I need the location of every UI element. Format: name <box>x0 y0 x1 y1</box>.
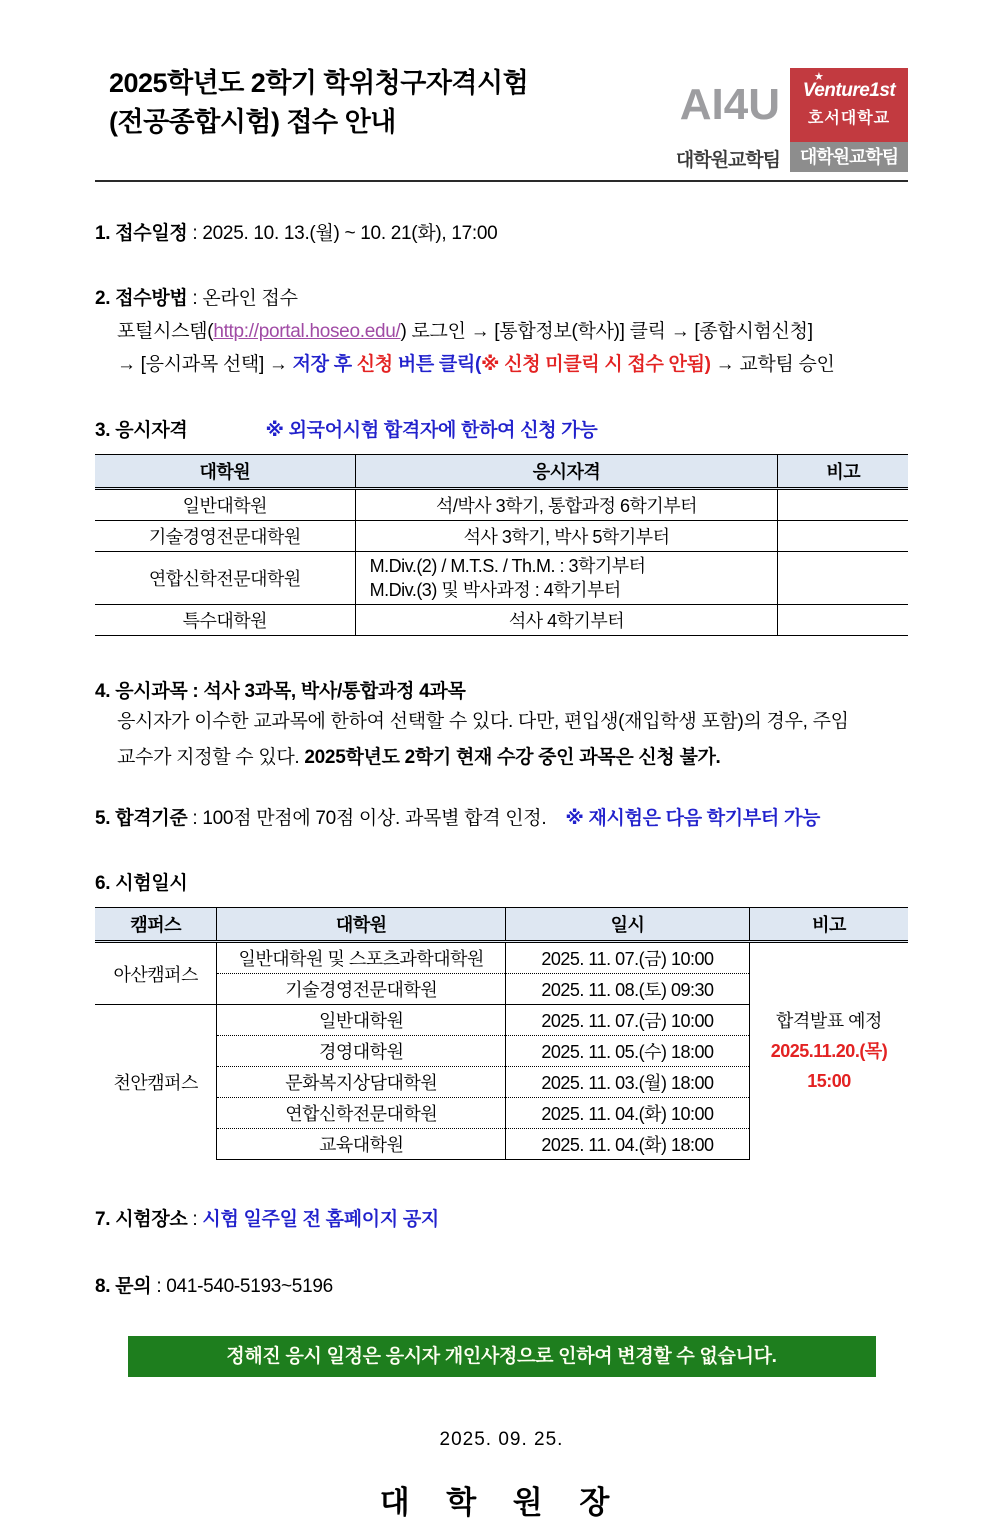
cell-gradschool: 연합신학전문대학원 <box>95 552 355 605</box>
col-header-note: 비고 <box>749 908 908 942</box>
separator: : <box>187 223 203 244</box>
cell-gradschool: 일반대학원 및 스포츠과학대학원 <box>217 942 506 974</box>
signature-dean: 대 학 원 장 <box>379 1485 624 1520</box>
section-location-label: 7. 시험장소 <box>95 1209 188 1230</box>
table-row <box>95 605 908 636</box>
section-subjects <box>95 676 908 775</box>
logo-area <box>676 68 908 172</box>
section-exam-datetime-label: 6. 시험일시 <box>95 873 188 894</box>
title-line-1: 2025학년도 2학기 학위청구자격시험 <box>109 68 529 98</box>
university-name: 호서대학교 <box>807 110 891 127</box>
cell-note <box>778 521 908 552</box>
cell-datetime: 2025. 11. 07.(금) 10:00 <box>506 1005 750 1036</box>
col-header-campus: 캠퍼스 <box>95 908 217 942</box>
cell-gradschool: 교육대학원 <box>217 1129 506 1160</box>
warning-text: ※ 신청 미클릭 시 접수 안됨) <box>481 354 711 375</box>
cell-note-announcement <box>749 942 908 1160</box>
section-subjects-label: 4. 응시과목 <box>95 681 188 702</box>
star-icon: ★ <box>814 71 824 83</box>
cell-qualification: 석/박사 3학기, 통합과정 6학기부터 <box>355 489 778 521</box>
cell-note <box>778 489 908 521</box>
table-row <box>95 942 908 974</box>
method-line-1 <box>95 282 908 315</box>
cell-gradschool: 일반대학원 <box>182 496 268 516</box>
section-schedule <box>95 218 908 245</box>
university-logo-block <box>790 68 908 172</box>
cell-datetime: 2025. 11. 08.(토) 09:30 <box>506 974 750 1005</box>
portal-suffix: ) 로그인 → [통합정보(학사)] 클릭 → [종합시험신청] <box>400 321 813 342</box>
header-divider <box>95 180 908 182</box>
cell-gradschool: 연합신학전문대학원 <box>217 1098 506 1129</box>
cell-datetime: 2025. 11. 04.(화) 18:00 <box>506 1129 750 1160</box>
cell-qualification: 석사 4학기부터 <box>355 605 778 636</box>
cell-note <box>778 552 908 605</box>
col-header-qualification: 응시자격 <box>355 455 778 489</box>
eligibility-table <box>95 454 908 636</box>
cell-gradschool: 문화복지상담대학원 <box>217 1067 506 1098</box>
title-line-2: (전공종합시험) 접수 안내 <box>109 107 396 138</box>
save-step-text: 저장 후 <box>292 354 357 375</box>
table-row <box>95 489 908 521</box>
cell-campus-cheonan: 천안캠퍼스 <box>95 1005 217 1160</box>
contact-phone: 041-540-5193~5196 <box>166 1276 333 1297</box>
venture1st-label: Venture1st <box>802 80 896 101</box>
separator: : <box>151 1276 167 1297</box>
section-pass-criteria <box>95 803 908 830</box>
cell-gradschool: 특수대학원 <box>95 605 355 636</box>
section-eligibility-label: 3. 응시자격 <box>95 420 188 441</box>
section-exam-datetime <box>95 868 908 895</box>
announcement-time: 15:00 <box>807 1071 851 1092</box>
separator: : <box>187 288 203 309</box>
apply-step-text: 신청 <box>356 354 393 375</box>
ai4u-dept-label: 대학원교학팀 <box>675 150 780 171</box>
cell-gradschool: 기술경영전문대학원 <box>217 974 506 1005</box>
section-schedule-label: 1. 접수일정 <box>95 223 188 244</box>
announcement-date: 2025.11.20.(목) <box>770 1041 888 1062</box>
cell-datetime: 2025. 11. 05.(수) 18:00 <box>506 1036 750 1067</box>
subjects-body-regular: 교수가 지정할 수 있다. <box>117 747 305 768</box>
section-pass-value: 100점 만점에 70점 이상. 과목별 합격 인정. <box>202 808 547 829</box>
document-header <box>95 64 908 172</box>
cell-gradschool: 일반대학원 <box>217 1005 506 1036</box>
method-step-suffix: → 교학팀 승인 <box>710 354 835 375</box>
eligibility-note: ※ 외국어시험 합격자에 한하여 신청 가능 <box>265 420 598 441</box>
grad-dept-label: 대학원교학팀 <box>790 142 908 172</box>
section-location-value: 시험 일주일 전 홈페이지 공지 <box>202 1209 439 1230</box>
notice-banner: 정해진 응시 일정은 응시자 개인사정으로 인하여 변경할 수 없습니다. <box>128 1336 876 1377</box>
exam-schedule-table <box>95 907 908 1160</box>
col-header-gradschool: 대학원 <box>95 455 355 489</box>
section-contact-label: 8. 문의 <box>95 1276 152 1297</box>
section-method-label: 2. 접수방법 <box>95 288 188 309</box>
qualification-line-2: M.Div.(3) 및 박사과정 : 4학기부터 <box>369 580 621 600</box>
cell-qualification <box>355 552 778 605</box>
section-schedule-value: 2025. 10. 13.(월) ~ 10. 21(화), 17:00 <box>202 223 498 244</box>
section-exam-location <box>95 1204 908 1231</box>
retest-note: ※ 재시험은 다음 학기부터 가능 <box>565 808 821 829</box>
col-header-datetime: 일시 <box>506 908 750 942</box>
subjects-body-bold: 2025학년도 2학기 현재 수강 중인 과목은 신청 불가. <box>304 747 721 768</box>
col-header-note: 비고 <box>778 455 908 489</box>
subjects-heading <box>95 676 908 703</box>
issue-date: 2025. 09. 25. <box>439 1429 564 1450</box>
cell-gradschool: 기술경영전문대학원 <box>95 521 355 552</box>
cell-datetime: 2025. 11. 07.(금) 10:00 <box>506 942 750 974</box>
table-row <box>95 521 908 552</box>
qualification-line-1: M.Div.(2) / M.T.S. / Th.M. : 3학기부터 <box>369 556 646 576</box>
cell-datetime: 2025. 11. 03.(월) 18:00 <box>506 1067 750 1098</box>
separator: : <box>187 681 204 702</box>
portal-prefix: 포털시스템( <box>117 321 214 342</box>
section-subjects-value: 석사 3과목, 박사/통합과정 4과목 <box>203 681 466 702</box>
method-line-2 <box>95 315 908 348</box>
cell-note <box>778 605 908 636</box>
announcement-label: 합격발표 예정 <box>776 1011 882 1032</box>
separator: : <box>187 808 203 829</box>
cell-qualification: 석사 3학기, 박사 5학기부터 <box>355 521 778 552</box>
section-pass-label: 5. 합격기준 <box>95 808 188 829</box>
page-title <box>109 64 528 142</box>
button-click-text: 버튼 클릭( <box>392 354 482 375</box>
table-header-row <box>95 908 908 942</box>
separator: : <box>187 1209 203 1230</box>
portal-link[interactable]: http://portal.hoseo.edu/ <box>213 321 401 342</box>
ai4u-logo: AI4U <box>679 80 780 129</box>
cell-gradschool: 경영대학원 <box>217 1036 506 1067</box>
section-method <box>95 282 908 381</box>
subjects-body-line-1: 응시자가 이수한 교과목에 한하여 선택할 수 있다. 다만, 편입생(재입학생 포함)의 경우, 주임 <box>117 711 849 732</box>
cell-datetime: 2025. 11. 04.(화) 10:00 <box>506 1098 750 1129</box>
method-line-3 <box>95 348 908 381</box>
section-eligibility <box>95 415 908 442</box>
col-header-gradschool: 대학원 <box>217 908 506 942</box>
cell-campus-asan: 아산캠퍼스 <box>113 964 198 985</box>
table-row <box>95 552 908 605</box>
section-contact <box>95 1271 908 1298</box>
table-header-row <box>95 455 908 489</box>
venture1st-logo <box>790 68 908 142</box>
subjects-body-line-2 <box>95 741 908 775</box>
ai4u-logo-block <box>675 80 780 172</box>
method-step-prefix: → [응시과목 선택] → <box>117 354 293 375</box>
section-method-value: 온라인 접수 <box>202 288 298 309</box>
